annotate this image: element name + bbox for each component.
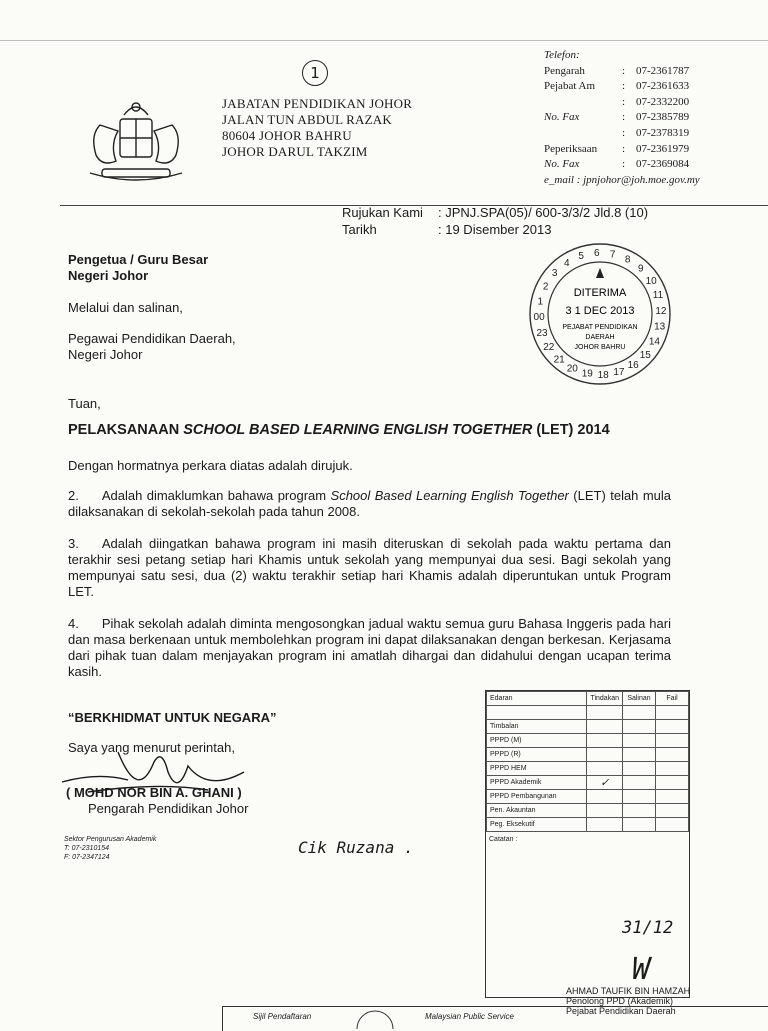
row-label (487, 706, 587, 720)
paragraph-number: 4. (68, 616, 79, 631)
department-address (222, 96, 412, 160)
table-row (487, 734, 689, 748)
table-row (487, 720, 689, 734)
footer-left: Sijil Pendaftaran (253, 1012, 312, 1021)
received-stamp (518, 240, 682, 390)
reference-value: JPNJ.SPA(05)/ 600-3/3/2 Jld.8 (10) (445, 205, 649, 220)
contact-row: Peperiksaan : 07-2361979 (544, 142, 700, 158)
stamp-ring-number: 2 (542, 281, 549, 293)
reference-block: Rujukan Kami : JPNJ.SPA(05)/ 600-3/3/2 Jld.8 (10) Tarikh : 19 Disember 2013 (342, 205, 649, 237)
table-row (487, 706, 689, 720)
stamp-ring-number: 4 (564, 257, 570, 269)
row-label: Timbalan (487, 720, 587, 734)
footer-right: Malaysian Public Service (425, 1012, 514, 1021)
paragraph-number: 2. (68, 488, 79, 503)
row-mark (587, 790, 623, 804)
contact-label (544, 126, 622, 142)
handwritten-date: 31/12 (622, 918, 674, 938)
contact-label: No. Fax (544, 111, 580, 124)
department-line: JABATAN PENDIDIKAN JOHOR (222, 96, 413, 111)
catatan-label: Catatan : (489, 836, 518, 843)
officer-stamp-title: Penolong PPD (Akademik) (566, 996, 674, 1006)
row-label: PPPD HEM (487, 762, 587, 776)
date-value: 19 Disember 2013 (445, 222, 552, 237)
paragraph-text: Pihak sekolah adalah diminta mengosongkan jadual waktu semua guru Bahasa Inggeris pada hari dan masa berkenaan untuk membolehkan program ini dapat dilaksanakan dengan berkesan. Kerjasama dari pihak tuan dalam menjayakan program ini amatlah dihargai dan didahului dengan ucapan terima kasih. (68, 616, 671, 679)
routing-form (485, 690, 690, 998)
stamp-arrow-icon (596, 268, 604, 278)
paragraph-3 (68, 536, 671, 600)
recipient-line: Pengetua / Guru Besar (68, 252, 209, 267)
contact-value: 07-2361979 (636, 142, 690, 155)
signatory-name: ( MOHD NOR BIN A. GHANI ) (66, 785, 242, 800)
row-mark (587, 734, 623, 748)
email-row: e_mail : jpnjohor@joh.moe.gov.my (544, 173, 700, 189)
stamp-ring-number: 23 (536, 327, 548, 339)
title-italic: SCHOOL BASED LEARNING ENGLISH TOGETHER (183, 422, 533, 438)
stamp-ring-number: 6 (594, 248, 600, 260)
date-label: Tarikh (342, 222, 377, 237)
stamp-ring-number: 00 (533, 312, 545, 324)
stamp-ring-number: 19 (581, 368, 593, 380)
paragraph-italic: School Based Learning English Together (330, 488, 569, 503)
row-label: Pen. Akauntan (487, 804, 587, 818)
stamp-ring-number: 14 (648, 336, 660, 348)
stamp-ring-number: 12 (655, 305, 667, 317)
recipient-block (68, 252, 208, 284)
contact-label: Peperiksaan (544, 142, 598, 155)
row-mark (587, 818, 623, 832)
stamp-ring-number: 8 (624, 254, 631, 266)
contact-row: Pejabat Am : 07-2361633 (544, 79, 700, 95)
contact-label: Pengarah (544, 64, 585, 77)
paragraph-4 (68, 616, 671, 680)
stamp-office: JOHOR BAHRU (574, 344, 626, 351)
paragraph-2 (68, 488, 671, 520)
paragraph-text: Adalah dimaklumkan bahawa program (101, 488, 331, 503)
paragraph-text: Adalah diingatkan bahawa program ini masih diteruskan di sekolah pada waktu pertama dan terakhir sesi petang setiap hari Khamis untuk sekolah yang mempunyai dua sesi. Bagi sekolah yang mempunyai satu sesi, dua (2) waktu terakhir setiap hari Khamis adalah diperuntukan untuk Program LET. (68, 536, 671, 599)
stamp-office: PEJABAT PENDIDIKAN (562, 324, 638, 331)
contact-heading: Telefon: (544, 49, 580, 61)
stamp-ring-number: 5 (578, 251, 584, 262)
table-header: Tindakan (587, 692, 623, 706)
email-value: jpnjohor@joh.moe.gov.my (583, 173, 700, 186)
department-line: 80604 JOHOR BAHRU (222, 128, 352, 143)
stamp-ring-number: 1 (537, 296, 544, 308)
stamp-office: DAERAH (585, 334, 615, 341)
signatory-title: Pengarah Pendidikan Johor (88, 801, 249, 816)
contact-row: No. Fax : 07-2369084 (544, 157, 700, 173)
stamp-ring-number: 9 (638, 263, 644, 275)
title-prefix: PELAKSANAAN (68, 422, 184, 438)
stamp-ring-number: 20 (566, 363, 578, 375)
table-header-row (487, 692, 689, 706)
contact-row: No. Fax : 07-2385789 (544, 110, 700, 126)
motto: “BERKHIDMAT UNTUK NEGARA” (68, 710, 277, 725)
stamp-ring-number: 15 (639, 349, 651, 361)
table-row (487, 748, 689, 762)
table-row (487, 790, 689, 804)
contact-row: : 07-2332200 (544, 95, 700, 111)
contact-value: 07-2361633 (636, 80, 690, 93)
closing-line: Saya yang menurut perintah, (68, 740, 235, 755)
department-line: JOHOR DARUL TAKZIM (222, 144, 368, 159)
officer-stamp-office: Pejabat Pendidikan Daerah (566, 1006, 676, 1016)
routing-table (486, 691, 689, 832)
contact-value: 07-2361787 (636, 64, 690, 77)
table-header: Fail (656, 692, 689, 706)
contact-value: 07-2332200 (636, 95, 690, 108)
stamp-ring-number: 16 (627, 360, 639, 372)
handwritten-note: Cik Ruzana . (298, 838, 414, 857)
table-row (487, 762, 689, 776)
title-suffix: (LET) 2014 (532, 422, 610, 438)
footer-seal-icon (355, 1009, 395, 1029)
department-line: JALAN TUN ABDUL RAZAK (222, 112, 392, 127)
row-label: PPPD (R) (487, 748, 587, 762)
contact-label (544, 95, 622, 111)
recipient-line: Negeri Johor (68, 268, 149, 283)
stamp-label: DITERIMA (573, 287, 627, 299)
stamp-ring-number: 10 (645, 275, 657, 287)
reference-label: Rujukan Kami (342, 205, 423, 220)
table-row (487, 818, 689, 832)
stamp-ring-number: 7 (609, 249, 616, 261)
contact-value: 07-2378319 (636, 126, 690, 139)
table-row (487, 804, 689, 818)
contact-label: No. Fax (544, 158, 580, 171)
contact-value: 07-2369084 (636, 158, 690, 171)
stamp-date: 3 1 DEC 2013 (565, 305, 635, 317)
officer-stamp-name: AHMAD TAUFIK BIN HAMZAH (566, 986, 691, 996)
contact-value: 07-2385789 (636, 111, 690, 124)
table-header: Edaran (487, 692, 587, 706)
page-number: 1 (302, 60, 328, 86)
stamp-ring-number: 11 (652, 290, 664, 302)
stamp-ring-number: 13 (654, 321, 666, 333)
footer-strip (222, 1006, 768, 1031)
table-row (487, 776, 689, 790)
row-mark (587, 706, 623, 720)
handwritten-initials: W (632, 952, 651, 987)
contact-row: : 07-2378319 (544, 126, 700, 142)
contact-row: Pengarah : 07-2361787 (544, 64, 700, 80)
row-mark (587, 748, 623, 762)
stamp-ring-number: 21 (553, 354, 565, 366)
sector-name: Sektor Pengurusan Akademik (64, 836, 157, 843)
row-label: PPPD (M) (487, 734, 587, 748)
paragraph-number: 3. (68, 536, 79, 551)
coat-of-arms-emblem (80, 95, 192, 187)
row-mark (587, 762, 623, 776)
salutation: Tuan, (68, 396, 101, 411)
officer-block (68, 331, 236, 363)
letter-title (68, 422, 610, 438)
stamp-ring-number: 17 (613, 367, 625, 378)
table-header: Salinan (623, 692, 656, 706)
page-top-edge (0, 40, 768, 41)
sector-block (64, 835, 156, 862)
row-label: PPPD Pembangunan (487, 790, 587, 804)
opening-line: Dengan hormatnya perkara diatas adalah dirujuk. (68, 458, 353, 473)
officer-line: Pegawai Pendidikan Daerah, (68, 331, 236, 346)
stamp-ring-number: 18 (597, 369, 609, 381)
stamp-ring-number: 3 (551, 268, 558, 280)
email-label: e_mail (544, 173, 574, 186)
paragraph-text: (LET) telah mula dilaksanakan di sekolah-sekolah pada tahun 2008. (68, 488, 672, 519)
via-copy: Melalui dan salinan, (68, 300, 183, 315)
row-label: Peg. Eksekutif (487, 818, 587, 832)
officer-line: Negeri Johor (68, 347, 143, 362)
row-mark (587, 720, 623, 734)
sector-tel: T: 07-2310154 (64, 845, 110, 852)
row-label: PPPD Akademik (487, 776, 587, 790)
row-mark: ✓ (587, 776, 623, 790)
contact-label: Pejabat Am (544, 80, 596, 93)
stamp-ring-number: 22 (543, 342, 555, 354)
row-mark (587, 804, 623, 818)
contact-block (544, 48, 700, 188)
sector-fax: F: 07-2347124 (64, 854, 110, 861)
